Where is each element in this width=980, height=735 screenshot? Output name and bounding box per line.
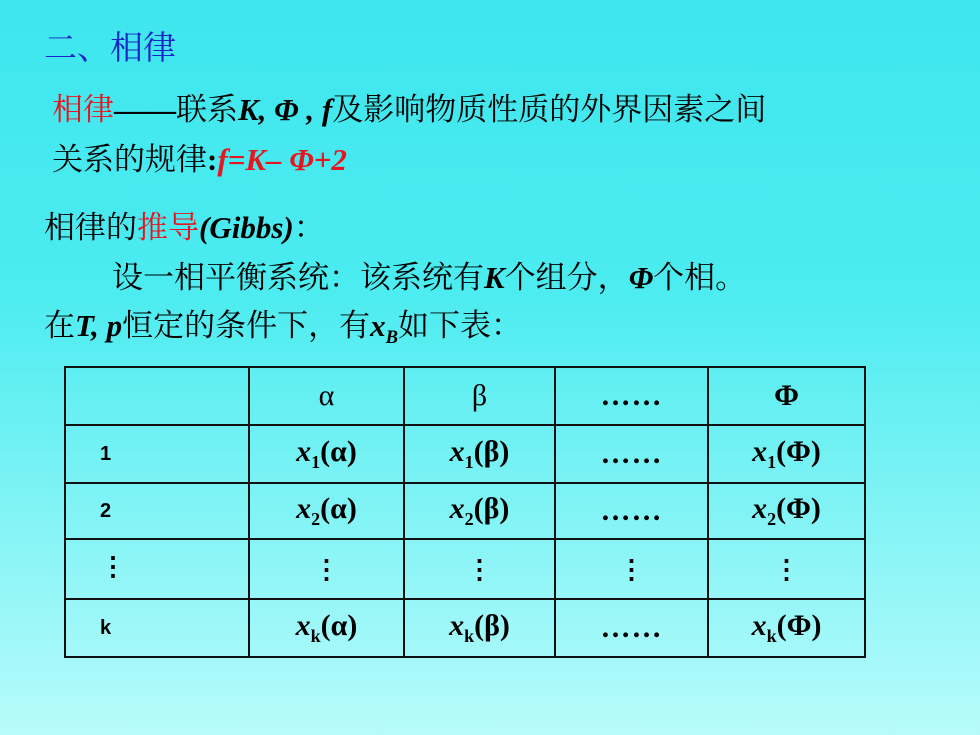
cell-sub: 1 (311, 452, 321, 472)
cell-x: x (752, 435, 768, 468)
def-vars: K, Φ , f (238, 92, 333, 127)
table-cell (404, 539, 555, 599)
table-cell (249, 539, 404, 599)
table-cell (404, 599, 555, 657)
table-cell (708, 599, 865, 657)
vertical-ellipsis: ⋮ (773, 555, 800, 584)
text: 在 (44, 308, 75, 344)
def-text-3: 关系的规律 (52, 142, 207, 178)
table-cell (708, 483, 865, 539)
dash: —— (114, 92, 176, 127)
header-cell (65, 367, 249, 425)
cell-sub: 1 (767, 452, 777, 472)
table-row (65, 539, 865, 599)
table-cell: …… (555, 599, 708, 657)
cell-x: x (449, 609, 465, 642)
def-text-2: 及影响物质性质的外界因素之间 (332, 92, 767, 128)
header-cell: …… (555, 367, 708, 425)
row-label: 1 (65, 425, 249, 483)
derivation-heading (44, 202, 325, 247)
cell-x: x (296, 492, 312, 525)
mole-fraction-table (64, 366, 866, 658)
text: 设一相平衡系统：该系统有 (112, 260, 484, 296)
definition-line-1 (52, 84, 766, 129)
header-cell: α (249, 367, 404, 425)
cell-phase: (β) (473, 492, 510, 525)
cell-phase: (α) (320, 435, 357, 468)
cell-phase: (β) (473, 435, 510, 468)
cell-sub: 1 (464, 452, 474, 472)
header-cell: Φ (708, 367, 865, 425)
term: 相律 (52, 92, 114, 128)
cell-x: x (751, 609, 767, 642)
row-label: k (65, 599, 249, 657)
definition-line-2 (52, 134, 347, 179)
header-cell: β (404, 367, 555, 425)
table-cell (249, 599, 404, 657)
cell-x: x (296, 435, 312, 468)
def-text-1: 联系 (176, 92, 238, 128)
cell-phase: (α) (320, 492, 357, 525)
cell-x: x (752, 492, 768, 525)
cell-sub: 2 (767, 509, 777, 529)
vertical-ellipsis: ⋮ (313, 555, 340, 584)
derivation-line-3 (44, 300, 522, 349)
table-cell (404, 483, 555, 539)
vertical-ellipsis: ⋮ (466, 555, 493, 584)
derivation-line-2 (112, 252, 746, 297)
table-row (65, 425, 865, 483)
cell-phase: (Φ) (776, 609, 822, 642)
text: 个相。 (653, 260, 747, 296)
cell-sub: 2 (464, 509, 474, 529)
var-Tp: T, p (75, 308, 123, 343)
var-K: K (484, 260, 505, 295)
vertical-ellipsis: ⋮ (100, 550, 126, 581)
table-row (65, 599, 865, 657)
table-cell (249, 483, 404, 539)
table-header-row (65, 367, 865, 425)
cell-x: x (295, 609, 311, 642)
cell-phase: (Φ) (776, 492, 821, 525)
vertical-ellipsis: ⋮ (618, 555, 645, 584)
def-colon: : (207, 142, 218, 177)
var-xB (370, 308, 398, 349)
cell-phase: (β) (474, 609, 510, 642)
xB-x: x (370, 308, 386, 343)
row-label: 2 (65, 483, 249, 539)
var-Phi: Φ (628, 260, 654, 295)
cell-sub: k (464, 626, 475, 646)
table-cell (555, 539, 708, 599)
text: 如下表： (398, 308, 522, 344)
cell-phase: (α) (320, 609, 358, 642)
cell-sub: k (766, 626, 777, 646)
table-cell: …… (555, 483, 708, 539)
table-cell (249, 425, 404, 483)
cell-phase: (Φ) (776, 435, 821, 468)
phase-rule-formula: f=K– Φ+2 (217, 142, 347, 177)
deriv-prefix: 相律的 (44, 210, 137, 246)
cell-x: x (449, 492, 465, 525)
text: 恒定的条件下，有 (122, 308, 371, 344)
table-cell (404, 425, 555, 483)
deriv-colon: ： (293, 210, 325, 246)
deriv-word: 推导 (137, 210, 199, 246)
text: 个组分， (504, 260, 629, 296)
page-title: 二、相律 (44, 28, 176, 67)
cell-sub: 2 (311, 509, 321, 529)
table-cell (708, 539, 865, 599)
row-label (65, 539, 249, 599)
table-cell (708, 425, 865, 483)
cell-sub: k (310, 626, 321, 646)
table-cell: …… (555, 425, 708, 483)
xB-sub: B (385, 327, 398, 349)
cell-x: x (449, 435, 465, 468)
gibbs: (Gibbs) (199, 210, 294, 245)
table-row (65, 483, 865, 539)
